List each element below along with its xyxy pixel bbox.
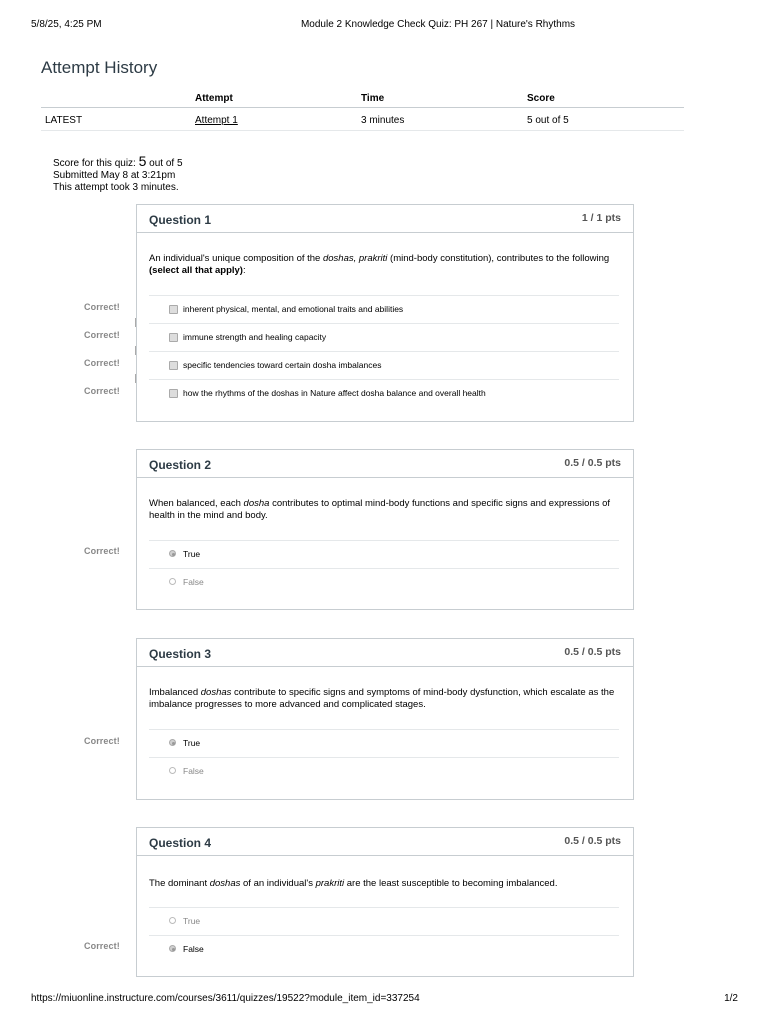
question-text-part: contributes to optimal mind-body functions and specific signs and expressions of health in the mind and body. (149, 498, 611, 521)
answer-option[interactable] (149, 323, 619, 351)
question-text (149, 498, 621, 522)
answer-label: True (183, 738, 201, 748)
print-title: Module 2 Knowledge Check Quiz: PH 267 | Nature's Rhythms (300, 19, 576, 30)
score-prefix: Score for this quiz: (53, 158, 136, 169)
score-line (53, 155, 183, 170)
correct-indicator: Correct! (84, 941, 120, 951)
correct-marker (135, 318, 136, 327)
answer-option[interactable] (149, 757, 619, 785)
question-text-part: : (242, 265, 246, 276)
question-text-part: The dominant (149, 878, 210, 889)
duration-line: This attempt took 3 minutes. (53, 182, 179, 193)
question-text-italic: dosha (243, 498, 270, 509)
answer-option[interactable] (149, 568, 619, 596)
question-text-italic: doshas, prakriti (322, 253, 388, 264)
answer-label: False (183, 577, 204, 587)
question-1 (136, 204, 634, 422)
correct-indicator: Correct! (84, 330, 120, 340)
answer-label: immune strength and healing capacity (183, 332, 327, 342)
question-4 (136, 827, 634, 977)
question-text-part: An individual's unique composition of the (149, 253, 323, 264)
question-title: Question 3 (149, 647, 212, 661)
correct-indicator: Correct! (84, 546, 120, 556)
row-label: LATEST (45, 115, 83, 126)
submitted-line: Submitted May 8 at 3:21pm (53, 170, 176, 181)
question-text-part: When balanced, each (149, 498, 244, 509)
question-text (149, 687, 621, 711)
question-points: 1 / 1 pts (581, 212, 621, 224)
answer-option[interactable] (149, 295, 619, 323)
radio-unselected-icon (169, 578, 176, 585)
question-text-italic: doshas (200, 687, 232, 698)
question-3 (136, 638, 634, 800)
radio-selected-icon (169, 945, 176, 952)
table-row (41, 108, 684, 131)
question-text-italic: prakriti (315, 878, 345, 889)
answer-label: specific tendencies toward certain dosha imbalances (183, 360, 382, 370)
radio-selected-icon (169, 550, 176, 557)
checkbox-checked-icon (169, 305, 178, 314)
answer-option[interactable] (149, 351, 619, 379)
answer-label: False (183, 766, 204, 776)
checkbox-checked-icon (169, 361, 178, 370)
question-text-part: (mind-body constitution), contributes to the following (387, 253, 610, 264)
print-url: https://miuonline.instructure.com/courses/3611/quizzes/19522?module_item_id=337254 (31, 993, 420, 1004)
correct-indicator: Correct! (84, 358, 120, 368)
answer-label: False (183, 944, 204, 954)
column-header-time: Time (361, 93, 385, 104)
attempt-history-title: Attempt History (41, 58, 158, 77)
question-text-part: contribute to specific signs and symptoms of mind-body dysfunction, which escalate as the imbalance progresses to more advanced and complicated stages. (149, 687, 615, 710)
question-header (137, 828, 633, 856)
question-header (137, 639, 633, 667)
question-title: Question 2 (149, 458, 212, 472)
question-header (137, 450, 633, 478)
radio-unselected-icon (169, 767, 176, 774)
attempt-time: 3 minutes (361, 115, 405, 126)
question-points: 0.5 / 0.5 pts (564, 835, 621, 847)
answer-label: True (183, 549, 201, 559)
question-text-part: of an individual's (240, 878, 316, 889)
score-suffix: out of 5 (149, 158, 183, 169)
score-value: 5 (138, 153, 147, 169)
question-title: Question 4 (149, 836, 212, 850)
radio-unselected-icon (169, 917, 176, 924)
correct-marker (135, 346, 136, 355)
question-points: 0.5 / 0.5 pts (564, 457, 621, 469)
correct-marker (135, 374, 136, 383)
checkbox-checked-icon (169, 333, 178, 342)
table-header-row (41, 89, 684, 108)
answer-option[interactable] (149, 935, 619, 963)
question-title: Question 1 (149, 213, 212, 227)
question-points: 0.5 / 0.5 pts (564, 646, 621, 658)
column-header-attempt: Attempt (195, 93, 233, 104)
print-date: 5/8/25, 4:25 PM (31, 19, 102, 30)
correct-indicator: Correct! (84, 736, 120, 746)
question-text-part: Imbalanced (149, 687, 201, 698)
column-header-score: Score (527, 93, 555, 104)
answer-label: how the rhythms of the doshas in Nature affect dosha balance and overall health (183, 388, 486, 398)
answer-option[interactable] (149, 907, 619, 935)
answer-option[interactable] (149, 540, 619, 568)
question-text-part: are the least susceptible to becoming imbalanced. (344, 878, 558, 889)
question-text (149, 878, 621, 890)
correct-indicator: Correct! (84, 302, 120, 312)
question-2 (136, 449, 634, 610)
attempt-history-table (41, 89, 684, 131)
quiz-summary (53, 155, 183, 194)
answer-option[interactable] (149, 379, 619, 407)
correct-indicator: Correct! (84, 386, 120, 396)
question-text-bold: (select all that apply) (149, 265, 243, 276)
answer-label: inherent physical, mental, and emotional traits and abilities (183, 304, 404, 314)
print-header (0, 19, 768, 33)
radio-selected-icon (169, 739, 176, 746)
answer-option[interactable] (149, 729, 619, 757)
question-text-italic: doshas (209, 878, 241, 889)
answer-label: True (183, 916, 201, 926)
checkbox-checked-icon (169, 389, 178, 398)
page-number: 1/2 (724, 993, 738, 1004)
attempt-score: 5 out of 5 (527, 115, 569, 126)
question-text (149, 253, 621, 277)
attempt-link[interactable]: Attempt 1 (195, 115, 238, 126)
question-header (137, 205, 633, 233)
